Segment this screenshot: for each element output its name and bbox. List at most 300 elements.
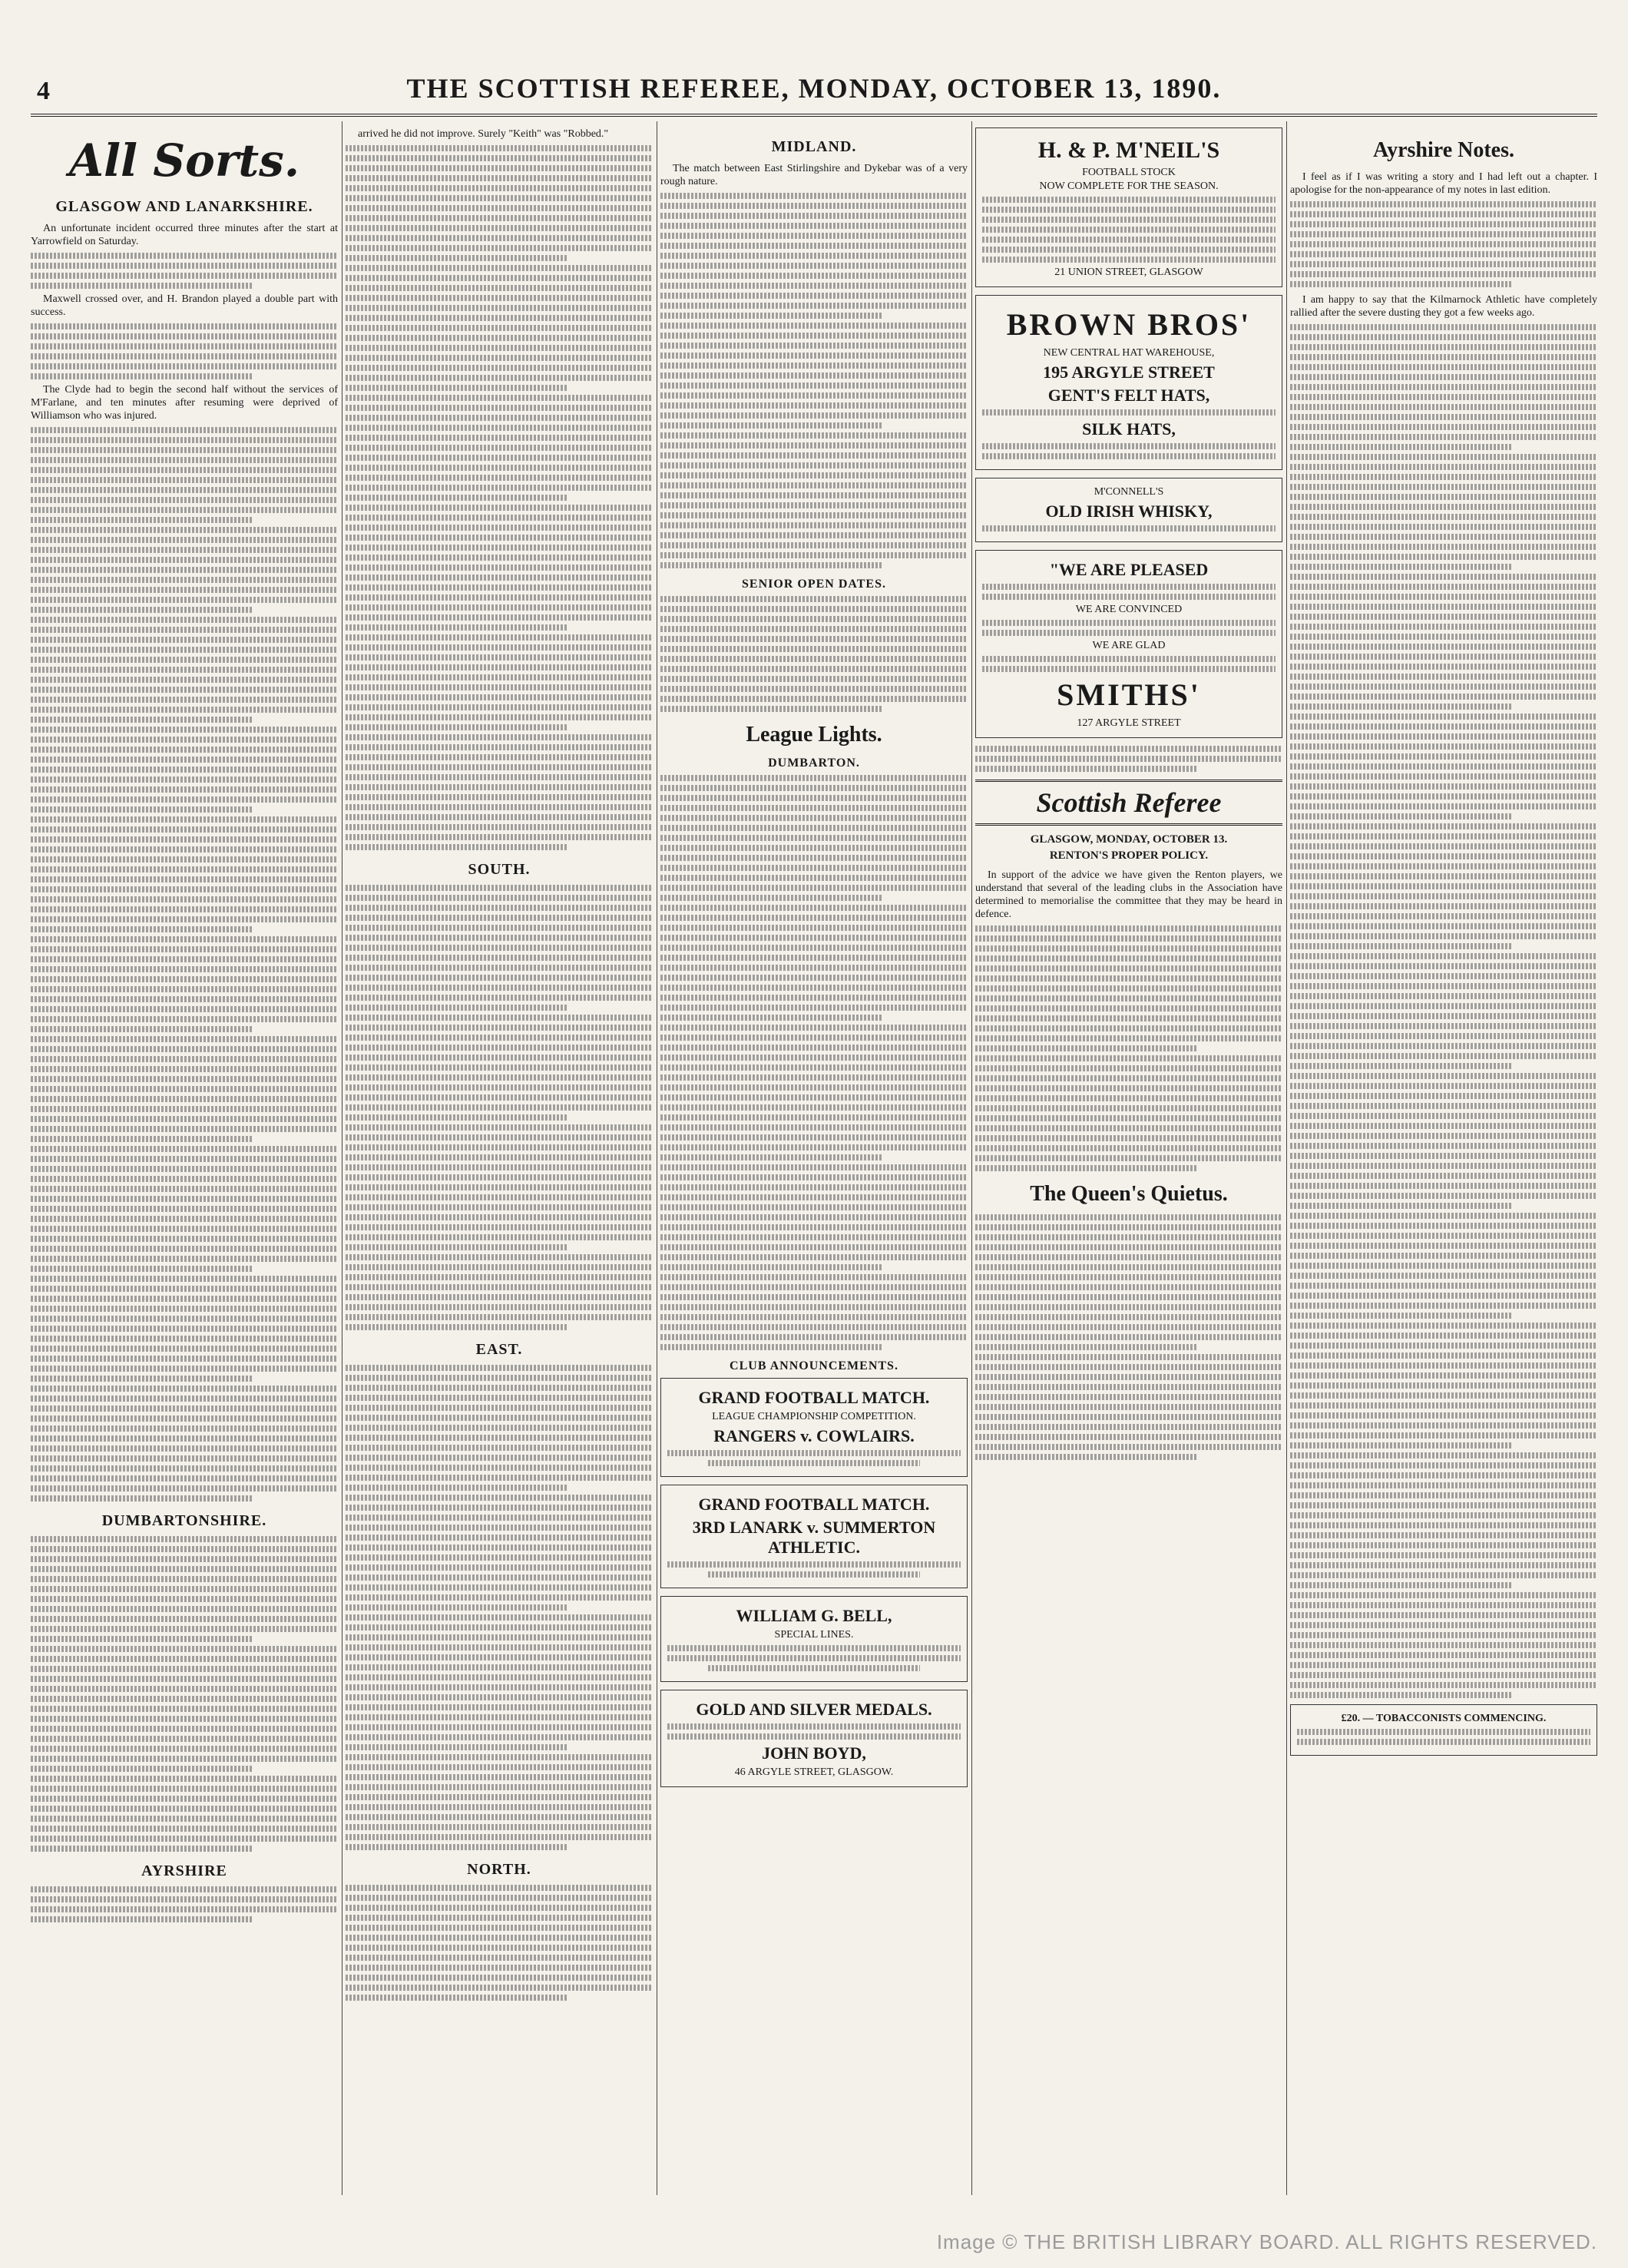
text-line: [1290, 624, 1597, 630]
text-line: [660, 855, 968, 861]
text-line: [1290, 1662, 1597, 1668]
text-line: [1290, 1193, 1597, 1199]
text-line: [31, 467, 338, 473]
text-line: [982, 443, 1276, 449]
text-line: [31, 1206, 338, 1212]
ad-address: 21 UNION STREET, GLASGOW: [1054, 267, 1203, 278]
section-heading-queens-quietus: The Queen's Quietus.: [1030, 1182, 1228, 1206]
text-line: [346, 1545, 653, 1551]
text-line: [31, 1916, 252, 1922]
text-line: [31, 1636, 252, 1642]
text-line: [660, 462, 968, 468]
text-line: [31, 1846, 252, 1852]
text-line: [31, 1756, 338, 1762]
text-line: [975, 935, 1282, 942]
text-line: [346, 1415, 653, 1421]
text-line: [346, 784, 653, 790]
text-line: [31, 1546, 338, 1552]
text-line: [31, 1306, 338, 1312]
text-line: [346, 215, 653, 221]
text-line: [346, 1885, 653, 1891]
text-line: [346, 794, 653, 800]
text-line: [1290, 374, 1597, 380]
text-line: [1290, 1343, 1597, 1349]
text-line: [1290, 261, 1597, 267]
text-line: [31, 1246, 338, 1252]
text-line: [31, 1356, 338, 1362]
text-line: [1290, 1013, 1597, 1019]
text-line: [1290, 544, 1597, 550]
text-line: [31, 447, 338, 453]
text-line: [660, 213, 968, 219]
advertisement-john-boyd: [660, 1690, 968, 1787]
text-line: [1290, 434, 1597, 440]
text-line: [660, 542, 968, 548]
text-line: [982, 594, 1276, 600]
text-line: [1290, 1672, 1597, 1678]
text-line: [975, 1105, 1282, 1111]
text-line: [660, 372, 968, 379]
text-line: [346, 1744, 567, 1750]
text-line: [346, 145, 653, 151]
text-line: [346, 1114, 567, 1121]
text-line: [1290, 883, 1597, 889]
text-line: [346, 1955, 653, 1961]
text-line: [31, 457, 338, 463]
text-line: [660, 975, 968, 981]
text-line: [346, 925, 653, 931]
text-line: [31, 906, 338, 912]
text-line: [660, 293, 968, 299]
text-line: [975, 1115, 1282, 1121]
text-line: [660, 965, 968, 971]
ad-teams: 3RD LANARK v. SUMMERTON ATHLETIC.: [692, 1518, 936, 1557]
text-line: [31, 343, 338, 349]
text-line: [1290, 1412, 1597, 1419]
text-line: [346, 1104, 653, 1111]
text-line: [31, 577, 338, 583]
text-line: [660, 1324, 968, 1330]
ad-line: SILK HATS,: [1082, 419, 1176, 439]
subheading-dumbarton: DUMBARTON.: [768, 757, 860, 770]
text-line: [667, 1723, 961, 1730]
text-line: [31, 547, 338, 553]
text-line: [1290, 793, 1597, 800]
text-line: [31, 1455, 338, 1462]
text-line: [660, 253, 968, 259]
text-line: [346, 1395, 653, 1401]
text-line: [346, 455, 653, 461]
text-line: [31, 1485, 338, 1492]
text-line: [31, 1066, 338, 1072]
text-line: [346, 1435, 653, 1441]
text-line: [708, 1571, 919, 1578]
text-line: [660, 1134, 968, 1141]
text-line: [1290, 1353, 1597, 1359]
text-line: [660, 522, 968, 528]
text-line: [31, 1166, 338, 1172]
text-line: [1290, 1452, 1597, 1458]
text-line: [31, 427, 338, 433]
text-line: [975, 995, 1282, 1002]
text-line: [346, 355, 653, 361]
text-line: [667, 1655, 961, 1661]
text-line: [975, 1155, 1282, 1161]
text-line: [31, 886, 338, 892]
text-line: [346, 345, 653, 351]
text-line: [346, 985, 653, 991]
text-line: [346, 1314, 653, 1320]
ad-line: NOW COMPLETE FOR THE SEASON.: [1039, 180, 1219, 192]
text-line: [31, 1816, 338, 1822]
text-line: [31, 1616, 338, 1622]
text-line: [1290, 474, 1597, 480]
text-line: [975, 1244, 1282, 1250]
text-line: [346, 155, 653, 161]
text-line: [660, 616, 968, 622]
text-line: [346, 614, 653, 621]
text-line: [346, 1154, 653, 1160]
text-line: [346, 425, 653, 431]
text-line: [660, 1144, 968, 1151]
text-line: [660, 1124, 968, 1131]
text-line: [346, 315, 653, 321]
text-line: [346, 305, 653, 311]
text-line: [31, 1336, 338, 1342]
text-line: [660, 945, 968, 951]
text-line: [346, 754, 653, 760]
text-line: [1290, 763, 1597, 770]
text-line: [31, 1465, 338, 1472]
text-line: [31, 1726, 338, 1732]
text-line: [31, 637, 338, 643]
advertisement-tobacconists: [1290, 1704, 1597, 1756]
text-line: [660, 795, 968, 801]
text-line: [1290, 221, 1597, 227]
text-line: [1290, 1223, 1597, 1229]
text-line: [346, 684, 653, 690]
text-line: [975, 1404, 1282, 1410]
text-line: [1290, 231, 1597, 237]
text-line: [346, 694, 653, 700]
text-line: [975, 1344, 1196, 1350]
text-line: [660, 1104, 968, 1111]
text-line: [346, 1804, 653, 1810]
text-line: [346, 1734, 653, 1740]
text-line: [346, 1915, 653, 1921]
text-line: [1290, 1422, 1597, 1429]
text-line: [1290, 1562, 1597, 1568]
text-line: [1290, 674, 1597, 680]
text-line: [346, 165, 653, 171]
text-line: [982, 666, 1276, 672]
text-line: [667, 1645, 961, 1651]
text-line: [31, 1606, 338, 1612]
text-line: [31, 936, 338, 942]
text-line: [1290, 1053, 1597, 1059]
text-line: [1290, 1612, 1597, 1618]
text-line: [31, 557, 338, 563]
text-line: [975, 945, 1282, 952]
text-line: [1290, 833, 1597, 839]
text-line: [31, 1495, 252, 1502]
text-line: [346, 335, 653, 341]
text-line: [660, 885, 968, 891]
article-paragraph: I am happy to say that the Kilmarnock Athletic have completely rallied after the severe dusting they got a few weeks ago.: [1290, 294, 1597, 319]
text-line: [660, 1284, 968, 1290]
text-line: [31, 657, 338, 663]
text-line: [1290, 694, 1597, 700]
text-line: [660, 1294, 968, 1300]
text-line: [982, 207, 1276, 213]
text-line: [660, 905, 968, 911]
text-line: [1290, 534, 1597, 540]
text-line: [346, 1324, 567, 1330]
text-line: [31, 323, 338, 329]
text-line: [346, 1015, 653, 1021]
text-line: [346, 1515, 653, 1521]
text-line: [31, 1656, 338, 1662]
text-line: [346, 1495, 653, 1501]
text-line: [660, 785, 968, 791]
text-line: [660, 492, 968, 498]
text-line: [1290, 773, 1597, 780]
text-line: [982, 630, 1276, 636]
text-line: [1290, 464, 1597, 470]
text-line: [346, 1704, 653, 1710]
text-line: [346, 1375, 653, 1381]
text-line: [660, 1264, 882, 1270]
ad-sub: NEW CENTRAL HAT WAREHOUSE,: [1043, 347, 1215, 359]
text-line: [346, 505, 653, 511]
text-line: [660, 1055, 968, 1061]
text-line: [346, 915, 653, 921]
text-line: [975, 1434, 1282, 1440]
advertisement-brown-bros: [975, 295, 1282, 470]
text-line: [660, 696, 968, 702]
subheading-east: EAST.: [475, 1341, 523, 1358]
text-line: [1290, 813, 1511, 819]
article-paragraph: I feel as if I was writing a story and I had left out a chapter. I apologise for the non-appearance of my notes in last edition.: [1290, 171, 1597, 196]
text-line: [660, 452, 968, 459]
text-line: [346, 584, 653, 591]
text-line: [660, 243, 968, 249]
text-line: [346, 325, 653, 331]
ad-title: GRAND FOOTBALL MATCH.: [698, 1495, 930, 1514]
text-line: [346, 955, 653, 961]
article-paragraph: An unfortunate incident occurred three minutes after the start at Yarrowfield on Saturday.: [31, 223, 338, 247]
text-line: [660, 1254, 968, 1260]
text-line: [346, 495, 567, 501]
text-line: [1290, 893, 1597, 899]
advertisement-smiths: [975, 550, 1282, 738]
text-line: [346, 1244, 567, 1250]
text-line: [346, 1294, 653, 1300]
ad-heading: WE ARE CONVINCED: [1075, 604, 1183, 615]
text-line: [346, 624, 567, 631]
text-line: [346, 1425, 653, 1431]
text-line: [660, 1064, 968, 1071]
text-line: [31, 1706, 338, 1712]
ad-title: £20. — TOBACCONISTS COMMENCING.: [1341, 1713, 1547, 1724]
masthead: [31, 69, 1597, 117]
text-line: [31, 1896, 338, 1902]
text-line: [346, 1284, 653, 1290]
text-line: [975, 1035, 1282, 1041]
text-line: [660, 915, 968, 921]
text-line: [31, 1086, 338, 1092]
text-line: [31, 996, 338, 1002]
text-line: [660, 1184, 968, 1190]
editorial-paper-name: Scottish Referee: [1036, 787, 1222, 818]
text-line: [1290, 354, 1597, 360]
text-line: [31, 976, 338, 982]
text-line: [31, 1396, 338, 1402]
text-line: [1290, 324, 1597, 330]
ad-sub: FOOTBALL STOCK: [1082, 167, 1176, 178]
text-line: [1290, 524, 1597, 530]
text-line: [1290, 1243, 1597, 1249]
text-line: [667, 1733, 961, 1740]
text-line: [31, 1196, 338, 1202]
text-line: [346, 1084, 653, 1091]
text-line: [1290, 704, 1511, 710]
text-line: [660, 412, 968, 419]
text-line: [346, 774, 653, 780]
text-line: [346, 1664, 653, 1670]
text-line: [975, 1135, 1282, 1141]
text-line: [1290, 614, 1597, 620]
text-line: [31, 1256, 338, 1262]
text-line: [660, 442, 968, 449]
text-line: [346, 714, 653, 720]
text-line: [346, 945, 653, 951]
text-line: [346, 395, 653, 401]
text-line: [31, 353, 338, 359]
text-line: [31, 283, 252, 289]
text-line: [346, 1055, 653, 1061]
advertisement-rangers-match: [660, 1378, 968, 1477]
text-line: [660, 1084, 968, 1091]
text-line: [1290, 1063, 1511, 1069]
text-line: [31, 1796, 338, 1802]
column-five: [1290, 127, 1597, 1763]
text-line: [660, 1154, 882, 1160]
text-line: [1290, 1652, 1597, 1658]
text-line: [31, 1425, 338, 1432]
text-line: [660, 1005, 968, 1011]
text-line: [660, 1025, 968, 1031]
text-line: [1290, 1462, 1597, 1468]
text-line: [660, 875, 968, 881]
text-line: [975, 1324, 1282, 1330]
text-line: [31, 786, 338, 793]
text-line: [31, 1136, 252, 1142]
text-line: [1290, 963, 1597, 969]
text-line: [982, 247, 1276, 253]
text-line: [660, 392, 968, 399]
text-line: [660, 482, 968, 488]
text-line: [1290, 334, 1597, 340]
text-line: [660, 1334, 968, 1340]
text-line: [346, 1674, 653, 1680]
text-line: [346, 1485, 567, 1491]
article-paragraph: In support of the advice we have given the Renton players, we understand that several of the leading clubs in the Association have determined to memorialise the committee that they may be heard in defence.: [975, 869, 1282, 920]
text-line: [31, 263, 338, 269]
text-line: [346, 834, 653, 840]
text-line: [31, 1906, 338, 1912]
text-line: [31, 1576, 338, 1582]
text-line: [975, 1354, 1282, 1360]
text-line: [31, 627, 338, 633]
text-line: [346, 1925, 653, 1931]
text-line: [346, 565, 653, 571]
text-line: [660, 552, 968, 558]
text-line: [346, 734, 653, 740]
text-line: [1290, 1293, 1597, 1299]
text-line: [31, 1036, 338, 1042]
text-line: [660, 1234, 968, 1240]
text-line: [660, 676, 968, 682]
text-line: [31, 1776, 338, 1782]
section-heading-ayrshire-notes: Ayrshire Notes.: [1372, 138, 1515, 162]
text-line: [31, 1326, 338, 1332]
text-line: [31, 1316, 338, 1322]
text-line: [346, 1784, 653, 1790]
text-line: [31, 856, 338, 863]
text-line: [346, 1304, 653, 1310]
text-line: [1290, 753, 1597, 760]
text-line: [660, 865, 968, 871]
text-line: [1290, 1692, 1511, 1698]
text-line: [1290, 714, 1597, 720]
text-line: [31, 737, 338, 743]
text-line: [660, 532, 968, 538]
text-line: [346, 1064, 653, 1071]
text-line: [660, 935, 968, 941]
text-line: [660, 666, 968, 672]
text-line: [31, 373, 252, 379]
text-line: [660, 472, 968, 478]
text-line: [1290, 973, 1597, 979]
text-line: [346, 1525, 653, 1531]
column-rule: [1286, 121, 1287, 2195]
text-line: [975, 1304, 1282, 1310]
text-line: [660, 606, 968, 612]
text-line: [346, 1254, 653, 1260]
text-line: [31, 437, 338, 443]
text-line: [1290, 823, 1597, 829]
text-line: [31, 836, 338, 843]
text-line: [1290, 1123, 1597, 1129]
text-line: [1290, 853, 1597, 859]
text-line: [31, 1226, 338, 1232]
text-line: [1290, 1582, 1511, 1588]
text-line: [346, 545, 653, 551]
editorial-title: RENTON'S PROPER POLICY.: [1049, 849, 1209, 862]
text-line: [1290, 1323, 1597, 1329]
text-line: [31, 587, 338, 593]
text-line: [1297, 1739, 1590, 1745]
section-heading-all-sorts: All Sorts.: [68, 134, 300, 187]
text-line: [660, 646, 968, 652]
text-line: [346, 824, 653, 830]
text-line: [1290, 241, 1597, 247]
text-line: [660, 596, 968, 602]
text-line: [1290, 1183, 1597, 1189]
text-line: [660, 1035, 968, 1041]
text-line: [1290, 454, 1597, 460]
